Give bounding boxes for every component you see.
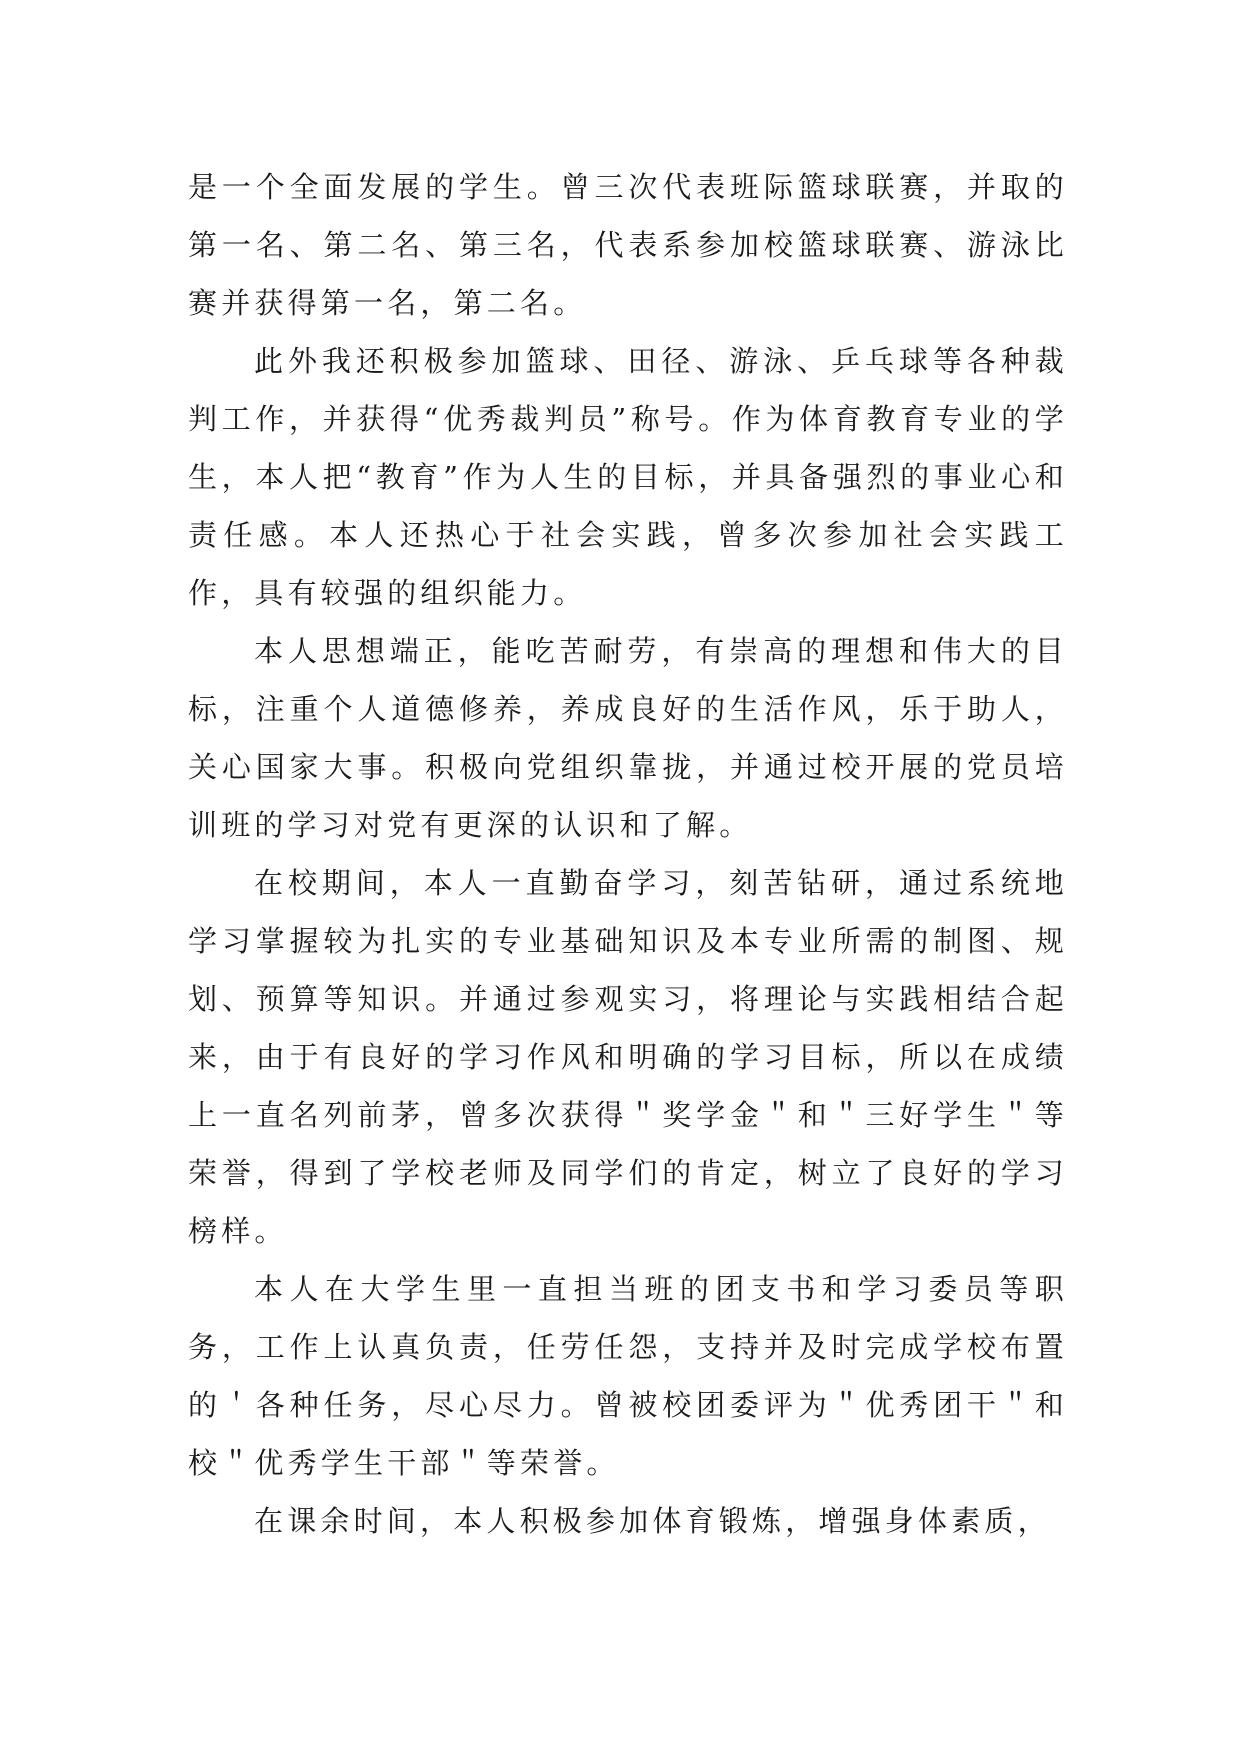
paragraph-5: 本人在大学生里一直担当班的团支书和学习委员等职务，工作上认真负责，任劳任怨，支持并及时完成学校布置的＇各种任务，尽心尽力。曾被校团委评为＂优秀团干＂和校＂优秀学生干部＂等荣誉。	[188, 1272, 1068, 1480]
paragraph-4: 在校期间，本人一直勤奋学习，刻苦钻研，通过系统地学习掌握较为扎实的专业基础知识及本专业所需的制图、规划、预算等知识。并通过参观实习，将理论与实践相结合起来，由于有良好的学习作风和明确的学习目标，所以在成绩上一直名列前茅，曾多次获得＂奖学金＂和＂三好学生＂等荣誉，得到了学校老师及同学们的肯定，树立了良好的学习榜样。	[188, 866, 1068, 1248]
document-body	[188, 158, 1068, 1550]
paragraph-1: 是一个全面发展的学生。曾三次代表班际篮球联赛，并取的第一名、第二名、第三名，代表系参加校篮球联赛、游泳比赛并获得第一名，第二名。	[188, 170, 1068, 320]
paragraph-3: 本人思想端正，能吃苦耐劳，有崇高的理想和伟大的目标，注重个人道德修养，养成良好的生活作风，乐于助人，关心国家大事。积极向党组织靠拢，并通过校开展的党员培训班的学习对党有更深的认识和了解。	[188, 634, 1068, 842]
paragraph-6: 在课余时间，本人积极参加体育锻炼，增强身体素质，	[254, 1504, 1051, 1538]
paragraph-2: 此外我还积极参加篮球、田径、游泳、乒乓球等各种裁判工作，并获得“优秀裁判员”称号。作为体育教育专业的学生，本人把“教育”作为人生的目标，并具备强烈的事业心和责任感。本人还热心于社会实践，曾多次参加社会实践工作，具有较强的组织能力。	[188, 344, 1068, 610]
